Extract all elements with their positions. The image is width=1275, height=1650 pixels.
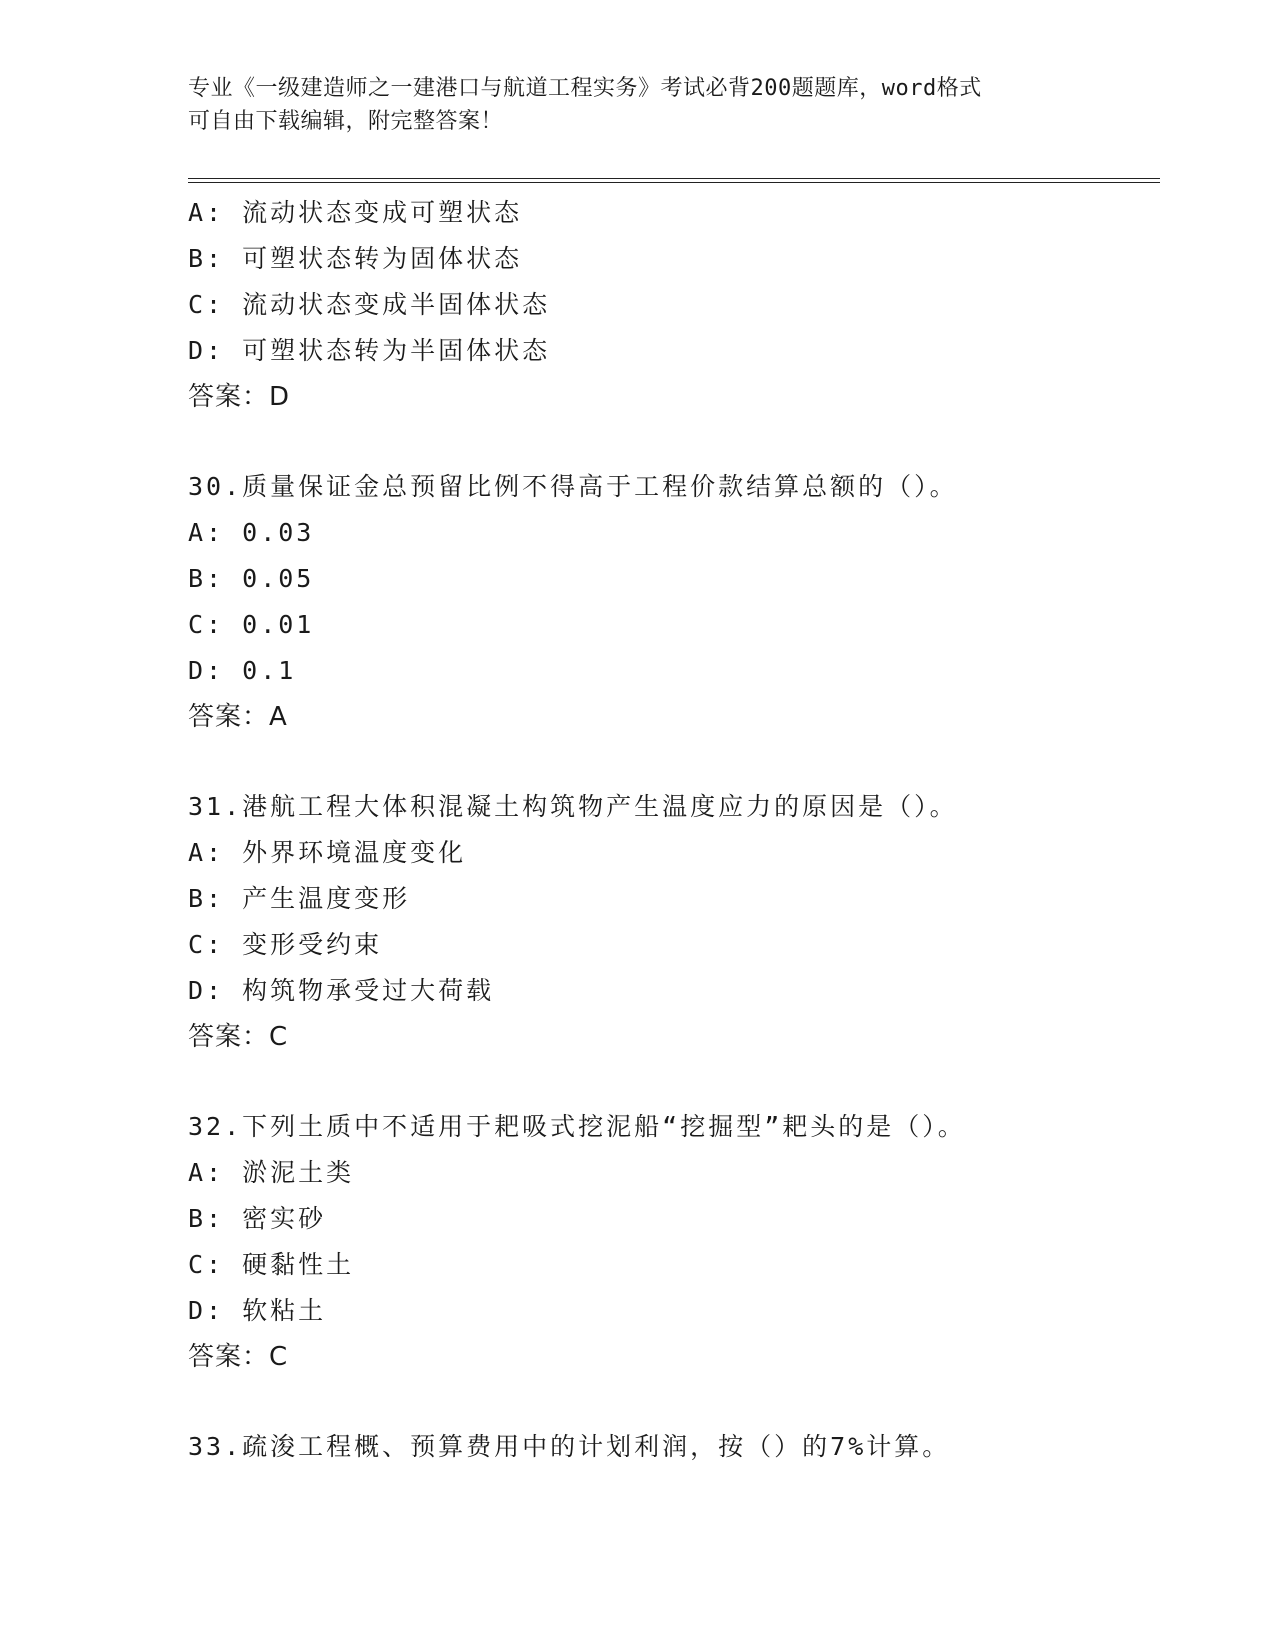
spacer	[188, 1060, 1168, 1104]
option-a: A: 淤泥土类	[188, 1158, 355, 1187]
option-c: C: 硬黏性土	[188, 1250, 355, 1279]
answer-line: 答案：C	[188, 1022, 289, 1052]
option-b: B: 0.05	[188, 564, 315, 593]
option-d: D: 软粘土	[188, 1296, 327, 1325]
question-stem: 30.质量保证金总预留比例不得高于工程价款结算总额的（）。	[188, 472, 958, 501]
document-header	[188, 72, 1088, 138]
option-a: A: 0.03	[188, 518, 315, 547]
option-a: A: 外界环境温度变化	[188, 838, 467, 867]
question-31	[188, 784, 1168, 1060]
option-d: D: 0.1	[188, 656, 297, 685]
answer-line: 答案：C	[188, 1342, 289, 1372]
answer-line: 答案：D	[188, 382, 291, 412]
question-33	[188, 1424, 1168, 1470]
option-b: B: 产生温度变形	[188, 884, 411, 913]
option-c: C: 0.01	[188, 610, 315, 639]
spacer	[188, 740, 1168, 784]
option-c: C: 变形受约束	[188, 930, 383, 959]
spacer	[188, 420, 1168, 464]
question-stem: 31.港航工程大体积混凝土构筑物产生温度应力的原因是（）。	[188, 792, 958, 821]
option-d: D: 构筑物承受过大荷载	[188, 976, 495, 1005]
question-stem: 32.下列土质中不适用于耙吸式挖泥船“挖掘型”耙头的是（）。	[188, 1112, 966, 1141]
answer-line: 答案：A	[188, 702, 288, 732]
option-d: D: 可塑状态转为半固体状态	[188, 336, 551, 365]
option-b: B: 可塑状态转为固体状态	[188, 244, 523, 273]
header-divider	[188, 178, 1160, 183]
option-b: B: 密实砂	[188, 1204, 327, 1233]
question-stem: 33.疏浚工程概、预算费用中的计划利润，按（）的7%计算。	[188, 1432, 951, 1461]
header-title-line-1: 专业《一级建造师之一建港口与航道工程实务》考试必背200题题库，word格式	[188, 76, 982, 101]
question-32	[188, 1104, 1168, 1380]
spacer	[188, 1380, 1168, 1424]
question-list	[188, 190, 1168, 1470]
question-29-continued	[188, 190, 1168, 420]
option-a: A: 流动状态变成可塑状态	[188, 198, 523, 227]
header-title-line-2: 可自由下载编辑，附完整答案！	[188, 109, 504, 134]
option-c: C: 流动状态变成半固体状态	[188, 290, 551, 319]
question-30	[188, 464, 1168, 740]
